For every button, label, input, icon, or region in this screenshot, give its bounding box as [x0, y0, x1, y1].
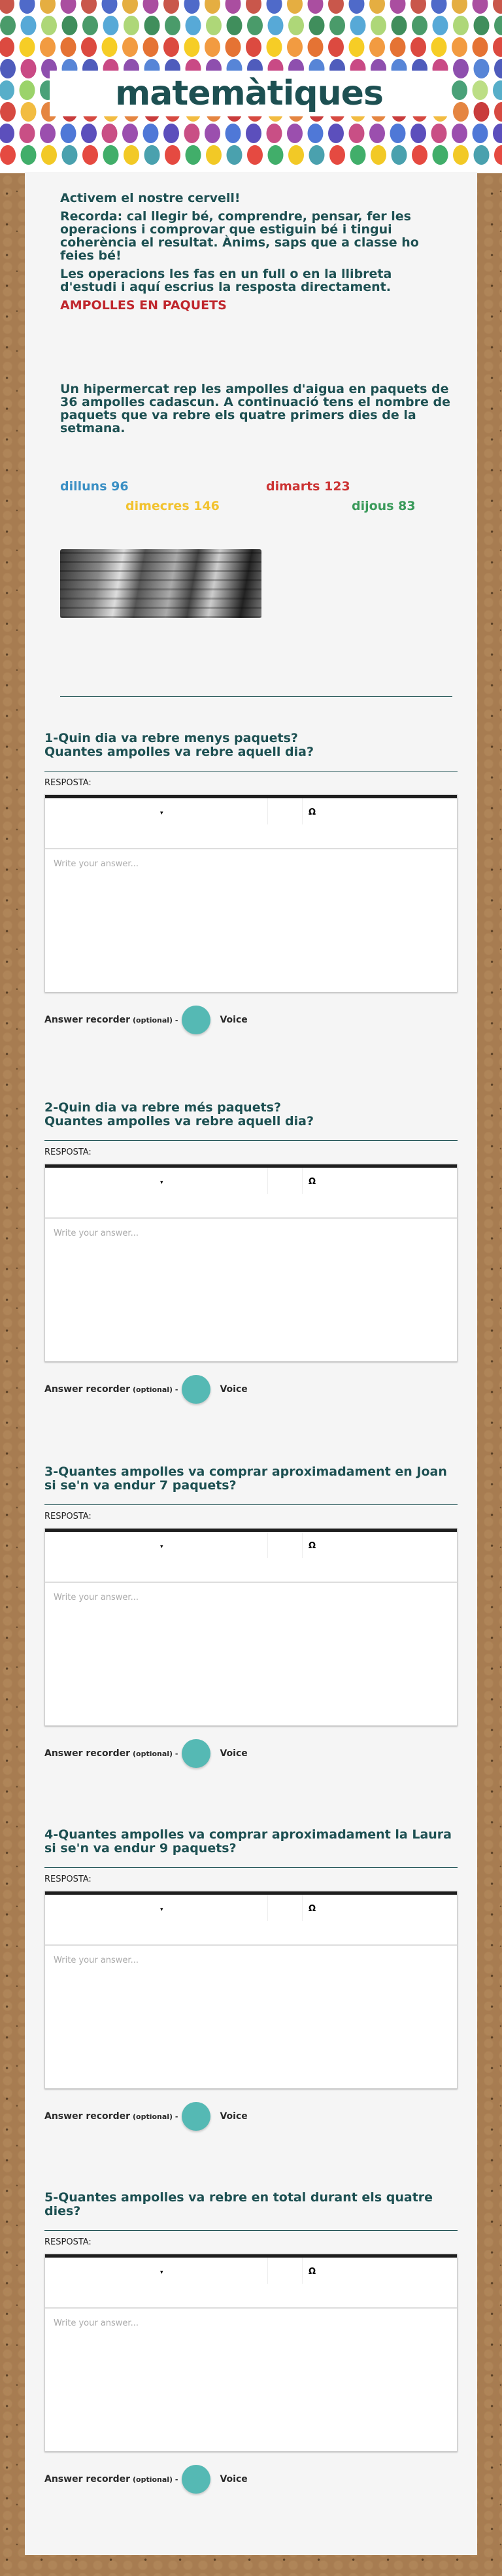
watercolor-dot [308, 0, 324, 14]
toolbar-separator [267, 2258, 303, 2284]
question-title: 5-Quantes ampolles va rebre en total durant els quatre dies? [44, 2190, 433, 2218]
answer-input[interactable] [45, 1219, 457, 1361]
answer-placeholder: Write your answer... [54, 1956, 139, 1965]
question-divider [44, 1867, 458, 1868]
record-button[interactable] [182, 2465, 210, 2494]
watercolor-dot [494, 16, 502, 35]
watercolor-dot [329, 145, 345, 165]
watercolor-dot [369, 37, 385, 57]
watercolor-dot [21, 16, 37, 35]
answer-recorder [44, 1006, 458, 1034]
watercolor-dot [410, 124, 426, 143]
answer-input[interactable] [45, 1583, 457, 1725]
watercolor-dot [0, 145, 16, 165]
title-box [50, 71, 448, 116]
watercolor-dot [143, 124, 159, 143]
question-block [44, 732, 458, 1085]
watercolor-dot [453, 102, 469, 122]
watercolor-dot [493, 37, 502, 57]
watercolor-dot [21, 145, 37, 165]
watercolor-dot [206, 16, 222, 35]
watercolor-dot [163, 37, 179, 57]
watercolor-dot [40, 124, 56, 143]
answer-input-wrapper [45, 2309, 457, 2451]
watercolor-dot [371, 145, 386, 165]
answer-input[interactable] [45, 1946, 457, 2088]
watercolor-dot [122, 0, 138, 14]
watercolor-dot [0, 124, 14, 143]
question-title: 1-Quin dia va rebre menys paquets? Quantes ampolles va rebre aquell dia? [44, 731, 314, 759]
watercolor-dot [410, 0, 426, 14]
response-label: RESPOSTA: [44, 1147, 92, 1157]
watercolor-dot [40, 0, 56, 14]
answer-recorder [44, 2102, 458, 2131]
answer-editor [44, 2254, 458, 2452]
watercolor-dot [143, 37, 159, 57]
watercolor-dot [433, 145, 448, 165]
watercolor-dot [453, 16, 469, 35]
watercolor-dot [206, 145, 222, 165]
watercolor-dot [102, 0, 118, 14]
watercolor-dot [102, 37, 118, 57]
watercolor-dot [494, 145, 502, 165]
watercolor-dot [369, 0, 385, 14]
divider [60, 696, 452, 697]
special-characters-button[interactable]: Ω [309, 807, 316, 817]
watercolor-dot [474, 59, 490, 78]
answer-recorder [44, 1739, 458, 1768]
day-dimecres: dimecres 146 [126, 499, 220, 513]
watercolor-dot [0, 59, 16, 78]
watercolor-dot [165, 145, 180, 165]
watercolor-dot [267, 37, 282, 57]
watercolor-dot [122, 37, 138, 57]
voice-label: Voice [220, 1748, 248, 1759]
watercolor-dot [184, 0, 200, 14]
worksheet-card [25, 172, 477, 2555]
answer-recorder [44, 1375, 458, 1404]
problem-statement: Un hipermercat rep les ampolles d'aigua en paquets de 36 ampolles cadascun. A continuació tens el nombre de paquets que va rebre els quatre primers dies de la setmana. [60, 382, 450, 435]
watercolor-dot [0, 0, 14, 14]
record-button[interactable] [182, 1739, 210, 1768]
answer-input[interactable] [45, 849, 457, 992]
watercolor-dot [452, 37, 467, 57]
voice-label: Voice [220, 2474, 248, 2484]
format-dropdown[interactable]: ▾ [160, 1907, 163, 1913]
intro-reminder: Recorda: cal llegir bé, comprendre, pensar, fer les operacions i comprovar que estiguin bé i tingui coherència el resultat. Ànims, saps que a classe ho feies bé! [60, 209, 419, 263]
recorder-optional: (optional) - [132, 1015, 178, 1025]
watercolor-dot [433, 16, 448, 35]
watercolor-dot [473, 80, 488, 100]
watercolor-dot [473, 124, 488, 143]
answer-placeholder: Write your answer... [54, 1593, 139, 1602]
question-title: 2-Quin dia va rebre més paquets? Quantes ampolles va rebre aquell dia? [44, 1100, 314, 1128]
editor-toolbar [45, 1529, 457, 1583]
toolbar-separator [267, 1895, 303, 1921]
watercolor-dot [81, 124, 97, 143]
watercolor-dot [246, 124, 261, 143]
watercolor-dot [163, 124, 179, 143]
supermarket-photo [60, 549, 261, 618]
watercolor-dot [308, 124, 324, 143]
page-title: matemàtiques [115, 74, 383, 113]
editor-toolbar [45, 2254, 457, 2309]
watercolor-dot [453, 145, 469, 165]
response-label: RESPOSTA: [44, 2237, 92, 2247]
watercolor-dot [165, 16, 180, 35]
toolbar-separator [267, 1168, 303, 1194]
recorder-optional: (optional) - [132, 1385, 178, 1394]
watercolor-dot [474, 145, 490, 165]
watercolor-dot [268, 16, 284, 35]
day-dilluns: dilluns 96 [60, 479, 129, 494]
watercolor-dot [493, 124, 502, 143]
format-dropdown[interactable]: ▾ [160, 1179, 163, 1186]
voice-label: Voice [220, 1015, 248, 1025]
question-block [44, 1465, 458, 1818]
watercolor-dot [308, 37, 324, 57]
format-dropdown[interactable]: ▾ [160, 1544, 163, 1550]
watercolor-dot [288, 16, 304, 35]
answer-input-wrapper [45, 1946, 457, 2088]
watercolor-dot [369, 124, 385, 143]
watercolor-dot [392, 145, 407, 165]
format-dropdown[interactable]: ▾ [160, 2269, 163, 2276]
special-characters-button[interactable]: Ω [309, 1177, 316, 1187]
editor-toolbar [45, 1164, 457, 1219]
watercolor-dot [20, 80, 35, 100]
recorder-label: Answer recorder [44, 1015, 130, 1025]
watercolor-dot [431, 124, 447, 143]
watercolor-dot [412, 16, 427, 35]
watercolor-dot [41, 145, 57, 165]
answer-editor [44, 794, 458, 992]
question-block [44, 1828, 458, 2181]
watercolor-dot [453, 59, 469, 78]
watercolor-dot [474, 16, 490, 35]
watercolor-dot [226, 37, 241, 57]
watercolor-dot [494, 59, 502, 78]
watercolor-dot [144, 145, 160, 165]
watercolor-dot [20, 124, 35, 143]
toolbar-separator [267, 798, 303, 824]
watercolor-dot [0, 80, 14, 100]
header-banner [0, 0, 502, 173]
watercolor-dot [124, 16, 139, 35]
watercolor-dot [163, 0, 179, 14]
watercolor-dot [288, 145, 304, 165]
watercolor-dot [349, 37, 365, 57]
editor-toolbar [45, 795, 457, 849]
watercolor-dot [267, 0, 282, 14]
watercolor-dot [143, 0, 159, 14]
watercolor-dot [41, 16, 57, 35]
watercolor-dot [81, 0, 97, 14]
answer-input-wrapper [45, 1583, 457, 1725]
watercolor-dot [184, 124, 200, 143]
intro-instructions: Les operacions les fas en un full o en la llibreta d'estudi i aquí escrius la resposta directament. [60, 267, 392, 294]
watercolor-dot [20, 0, 35, 14]
watercolor-dot [473, 0, 488, 14]
watercolor-dot [349, 124, 365, 143]
answer-editor [44, 1891, 458, 2089]
answer-input-wrapper [45, 1219, 457, 1361]
watercolor-dot [268, 145, 284, 165]
day-dijous: dijous 83 [352, 499, 416, 513]
watercolor-dot [493, 80, 502, 100]
watercolor-dot [124, 145, 139, 165]
answer-placeholder: Write your answer... [54, 2318, 139, 2328]
recorder-label: Answer recorder [44, 1748, 130, 1759]
watercolor-dot [186, 16, 201, 35]
watercolor-dot [61, 37, 76, 57]
watercolor-dot [205, 0, 220, 14]
watercolor-dot [494, 102, 502, 122]
answer-placeholder: Write your answer... [54, 1229, 139, 1238]
watercolor-dot [247, 145, 263, 165]
recorder-optional: (optional) - [132, 2112, 178, 2121]
watercolor-dot [227, 145, 243, 165]
watercolor-dot [329, 16, 345, 35]
toolbar-separator [267, 1532, 303, 1558]
watercolor-dot [61, 0, 76, 14]
answer-input[interactable] [45, 2309, 457, 2451]
watercolor-dot [21, 102, 37, 122]
recorder-label: Answer recorder [44, 2111, 130, 2122]
watercolor-dot [82, 145, 98, 165]
question-divider [44, 1504, 458, 1505]
watercolor-dot [309, 16, 325, 35]
watercolor-dot [474, 102, 490, 122]
watercolor-dot [184, 37, 200, 57]
watercolor-dot [246, 0, 261, 14]
question-divider [44, 1140, 458, 1141]
watercolor-dot [287, 37, 303, 57]
watercolor-dot [350, 145, 366, 165]
watercolor-dot [62, 145, 78, 165]
watercolor-dot [392, 16, 407, 35]
watercolor-dot [0, 102, 16, 122]
watercolor-dot [328, 124, 344, 143]
watercolor-dot [287, 124, 303, 143]
watercolor-dot [20, 37, 35, 57]
watercolor-dot [350, 16, 366, 35]
watercolor-dot [81, 37, 97, 57]
watercolor-dot [473, 37, 488, 57]
watercolor-dot [205, 37, 220, 57]
watercolor-dot [410, 37, 426, 57]
watercolor-dot [390, 0, 406, 14]
day-dimarts: dimarts 123 [266, 479, 350, 494]
watercolor-dot [247, 16, 263, 35]
section-heading: AMPOLLES EN PAQUETS [60, 298, 227, 313]
record-button[interactable] [182, 1375, 210, 1404]
voice-label: Voice [220, 1384, 248, 1395]
watercolor-dot [452, 124, 467, 143]
watercolor-dot [349, 0, 365, 14]
special-characters-button[interactable]: Ω [309, 1541, 316, 1551]
question-block [44, 2191, 458, 2544]
answer-editor [44, 1528, 458, 1726]
watercolor-dot [328, 0, 344, 14]
recorder-label: Answer recorder [44, 1384, 130, 1395]
question-title: 4-Quantes ampolles va comprar aproximadament la Laura si se'n va endur 9 paquets? [44, 1827, 452, 1856]
watercolor-dot [62, 16, 78, 35]
watercolor-dot [267, 124, 282, 143]
watercolor-dot [390, 124, 406, 143]
watercolor-dot [493, 0, 502, 14]
watercolor-dot [0, 37, 14, 57]
watercolor-dot [287, 0, 303, 14]
watercolor-dot [328, 37, 344, 57]
record-button[interactable] [182, 1006, 210, 1034]
response-label: RESPOSTA: [44, 778, 92, 788]
watercolor-dot [227, 16, 243, 35]
watercolor-dot [246, 37, 261, 57]
watercolor-dot [103, 16, 119, 35]
watercolor-dot [61, 124, 76, 143]
voice-label: Voice [220, 2111, 248, 2122]
watercolor-dot [144, 16, 160, 35]
watercolor-dot [390, 37, 406, 57]
watercolor-dot [226, 0, 241, 14]
special-characters-button[interactable]: Ω [309, 2267, 316, 2277]
watercolor-dot [82, 16, 98, 35]
watercolor-dot [122, 124, 138, 143]
question-block [44, 1101, 458, 1454]
answer-recorder [44, 2465, 458, 2494]
intro-line: Activem el nostre cervell! [60, 191, 241, 205]
recorder-optional: (optional) - [132, 1749, 178, 1758]
answer-placeholder: Write your answer... [54, 859, 139, 869]
watercolor-dot [40, 37, 56, 57]
watercolor-dot [431, 0, 447, 14]
answer-editor [44, 1164, 458, 1362]
watercolor-dot [412, 145, 427, 165]
response-label: RESPOSTA: [44, 1512, 92, 1521]
question-divider [44, 2230, 458, 2231]
answer-input-wrapper [45, 849, 457, 992]
response-label: RESPOSTA: [44, 1874, 92, 1884]
watercolor-dot [452, 80, 467, 100]
watercolor-dot [186, 145, 201, 165]
watercolor-dot [226, 124, 241, 143]
format-dropdown[interactable]: ▾ [160, 810, 163, 817]
watercolor-dot [452, 0, 467, 14]
watercolor-dot [102, 124, 118, 143]
watercolor-dot [103, 145, 119, 165]
watercolor-dot [205, 124, 220, 143]
watercolor-dot [309, 145, 325, 165]
special-characters-button[interactable]: Ω [309, 1904, 316, 1914]
recorder-label: Answer recorder [44, 2474, 130, 2484]
watercolor-dot [371, 16, 386, 35]
recorder-optional: (optional) - [132, 2475, 178, 2484]
editor-toolbar [45, 1891, 457, 1946]
watercolor-dot [21, 59, 37, 78]
watercolor-dot [0, 16, 16, 35]
record-button[interactable] [182, 2102, 210, 2131]
watercolor-dot [431, 37, 447, 57]
intro [60, 192, 452, 317]
question-title: 3-Quantes ampolles va comprar aproximadament en Joan si se'n va endur 7 paquets? [44, 1465, 447, 1493]
